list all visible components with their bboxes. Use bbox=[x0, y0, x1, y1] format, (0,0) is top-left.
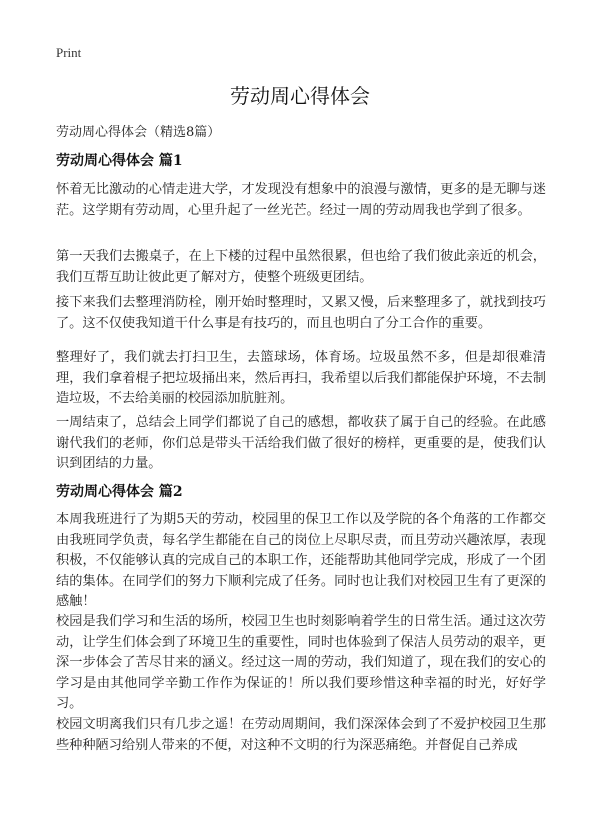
section-heading-2: 劳动周心得体会 篇2 bbox=[56, 484, 183, 500]
paragraph: 本周我班进行了为期5天的劳动，校园里的保卫工作以及学院的各个角落的工作都交由我班同学负责，每名学生都能在自己的岗位上尽职尽责，而且劳动兴趣浓厚，表现积极，不仅能够认真的完成自己的本职工作，还能帮助其他同学完成，形成了一个团结的集体。在同学们的努力下顺利完成了任务。同时也让我们对校园卫生有了更深的感触！ bbox=[56, 512, 546, 609]
paragraph: 校园文明离我们只有几步之遥！在劳动周期间，我们深深体会到了不爱护校园卫生那些种种陋习给别人带来的不便，对这种不文明的行为深恶痛绝。并督促自己养成 bbox=[56, 717, 546, 753]
document-subtitle: 劳动周心得体会（精选8篇） bbox=[56, 125, 221, 140]
paragraph: 校园是我们学习和生活的场所，校园卫生也时刻影响着学生的日常生活。通过这次劳动，让学生们体会到了环境卫生的重要性，同时也体验到了保洁人员劳动的艰辛，更深一步体会了苦尽甘来的涵义。经过这一周的劳动，我们知道了，现在我们的安心的学习是由其他同学辛勤工作作为保证的！所以我们要珍惜这种幸福的时光，好好学习。 bbox=[56, 614, 546, 711]
paragraph: 第一天我们去搬桌子，在上下楼的过程中虽然很累，但也给了我们彼此亲近的机会，我们互帮互助让彼此更了解对方，使整个班级更团结。 bbox=[56, 249, 546, 285]
section-heading-1: 劳动周心得体会 篇1 bbox=[56, 153, 183, 169]
paragraph: 怀着无比激动的心情走进大学，才发现没有想象中的浪漫与激情，更多的是无聊与迷茫。这学期有劳动周，心里升起了一丝光芒。经过一周的劳动周我也学到了很多。 bbox=[56, 182, 546, 218]
print-link[interactable]: Print bbox=[56, 45, 82, 60]
paragraph: 整理好了，我们就去打扫卫生，去篮球场，体育场。垃圾虽然不多，但是却很难清理，我们拿着棍子把垃圾捅出来，然后再扫，我希望以后我们都能保护环境，不去制造垃圾，不去给美丽的校园添加肮脏剂。 bbox=[56, 350, 546, 406]
paragraph: 接下来我们去整理消防栓，刚开始时整理时，又累又慢，后来整理多了，就找到技巧了。这不仅使我知道干什么事是有技巧的，而且也明白了分工合作的重要。 bbox=[56, 295, 546, 331]
page-title: 劳动周心得体会 bbox=[230, 84, 370, 108]
paragraph: 一周结束了，总结会上同学们都说了自己的感想，都收获了属于自己的经验。在此感谢代我们的老师，你们总是带头干活给我们做了很好的榜样，更重要的是，使我们认识到团结的力量。 bbox=[56, 415, 546, 471]
